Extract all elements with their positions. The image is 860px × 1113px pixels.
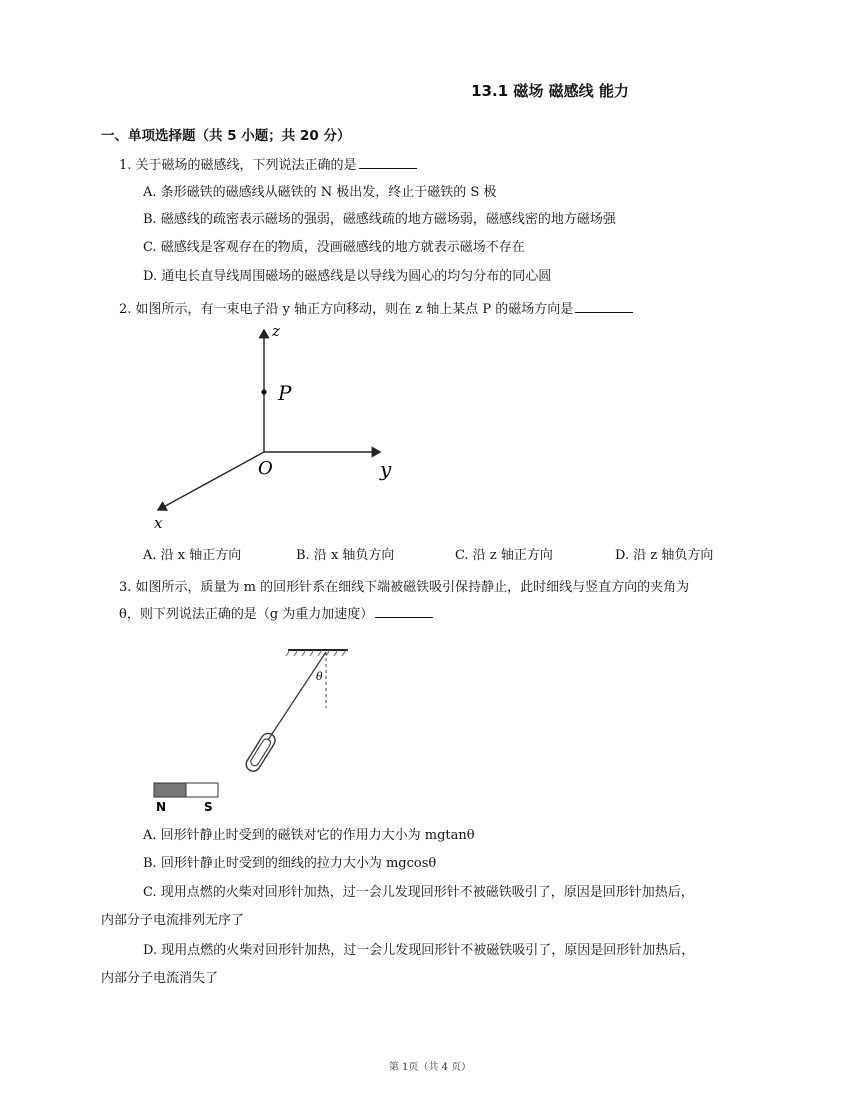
q1-option-a[interactable]: A. 条形磁铁的磁感线从磁铁的 N 极出发，终止于磁铁的 S 极 bbox=[143, 185, 497, 200]
q3-option-c-line1[interactable]: C. 现用点燃的火柴对回形针加热，过一会儿发现回形针不被磁铁吸引了，原因是回形针加热后， bbox=[143, 885, 694, 900]
q3-option-d-line2[interactable]: 内部分子电流消失了 bbox=[101, 971, 219, 986]
page-title: 13.1 磁场 磁感线 能力 bbox=[471, 82, 629, 100]
q1-stem: 1. 关于磁场的磁感线，下列说法正确的是 bbox=[119, 154, 417, 173]
q2-option-b[interactable]: B. 沿 x 轴负方向 bbox=[296, 548, 395, 563]
p-label: P bbox=[278, 381, 292, 405]
north-pole-label: N bbox=[156, 800, 167, 814]
section-heading: 一、单项选择题（共 5 小题；共 20 分） bbox=[101, 128, 351, 144]
paperclip-figure bbox=[140, 640, 380, 820]
q3-option-b[interactable]: B. 回形针静止时受到的细线的拉力大小为 mgcosθ bbox=[143, 856, 437, 871]
q3-option-c-line2[interactable]: 内部分子电流排列无序了 bbox=[101, 913, 245, 928]
origin-label: O bbox=[258, 458, 273, 479]
q1-option-d[interactable]: D. 通电长直导线周围磁场的磁感线是以导线为圆心的均匀分布的同心圆 bbox=[143, 269, 552, 284]
q1-option-c[interactable]: C. 磁感线是客观存在的物质，没画磁感线的地方就表示磁场不存在 bbox=[143, 240, 525, 255]
q2-stem: 2. 如图所示，有一束电子沿 y 轴正方向移动，则在 z 轴上某点 P 的磁场方向是 bbox=[119, 298, 633, 317]
paperclip bbox=[244, 731, 278, 774]
south-pole-label: S bbox=[204, 800, 213, 814]
q2-answer-blank[interactable] bbox=[575, 300, 633, 313]
q3-stem-line1: 3. 如图所示，质量为 m 的回形针系在细线下端被磁铁吸引保持静止，此时细线与竖直方向的夹角为 bbox=[119, 580, 690, 595]
q3-option-a[interactable]: A. 回形针静止时受到的磁铁对它的作用力大小为 mgtanθ bbox=[143, 828, 475, 843]
q3-option-d-line1[interactable]: D. 现用点燃的火柴对回形针加热，过一会儿发现回形针不被磁铁吸引了，原因是回形针加热后， bbox=[143, 943, 695, 958]
q1-answer-blank[interactable] bbox=[359, 156, 417, 169]
axes-figure bbox=[140, 318, 410, 536]
q3-answer-blank[interactable] bbox=[375, 605, 433, 618]
x-axis bbox=[158, 452, 264, 510]
q2-option-c[interactable]: C. 沿 z 轴正方向 bbox=[455, 548, 553, 563]
q2-option-a[interactable]: A. 沿 x 轴正方向 bbox=[143, 548, 242, 563]
q2-option-d[interactable]: D. 沿 z 轴负方向 bbox=[615, 548, 714, 563]
theta-label: θ bbox=[316, 670, 323, 683]
point-p bbox=[261, 389, 266, 394]
q1-option-b[interactable]: B. 磁感线的疏密表示磁场的强弱，磁感线疏的地方磁场弱，磁感线密的地方磁场强 bbox=[143, 212, 616, 227]
z-label: z bbox=[272, 322, 280, 340]
q3-stem-line2: θ，则下列说法正确的是（g 为重力加速度） bbox=[119, 603, 433, 622]
page-footer: 第 1页（共 4 页） bbox=[388, 1062, 472, 1073]
x-label: x bbox=[154, 514, 163, 532]
bar-magnet bbox=[154, 783, 218, 797]
y-label: y bbox=[380, 457, 392, 481]
thread bbox=[268, 652, 326, 740]
